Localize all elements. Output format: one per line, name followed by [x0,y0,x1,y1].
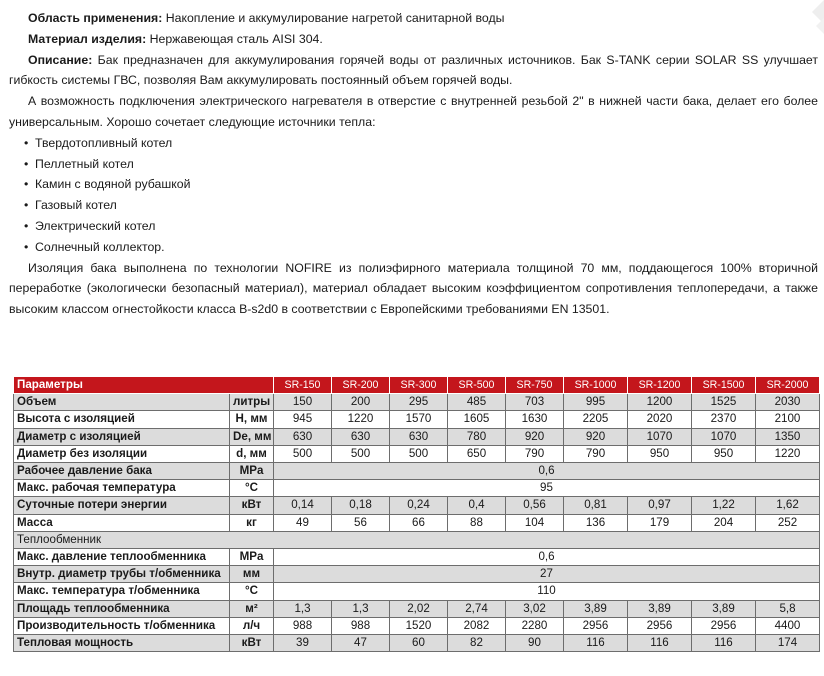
parameter-name: Макс. рабочая температура [14,480,230,497]
table-row [14,394,820,411]
value-cell: 500 [390,445,448,462]
parameter-unit: л/ч [230,617,274,634]
table-row [14,463,820,480]
parameter-unit: кВт [230,635,274,652]
heater-line-2: универсальным. Хорошо сочетает следующие источники тепла: [9,114,376,129]
bullet-icon: • [24,198,29,213]
merged-value-cell: 110 [274,583,820,600]
value-cell: 650 [448,445,506,462]
merged-value-cell: 95 [274,480,820,497]
parameter-name: Объем [14,394,230,411]
parameter-unit: литры [230,394,274,411]
value-cell: 56 [332,514,390,531]
value-cell: 1,3 [332,600,390,617]
value-cell: 49 [274,514,332,531]
header-model: SR-500 [448,377,506,394]
header-model: SR-2000 [756,377,820,394]
table-section-row [14,531,820,548]
header-model: SR-300 [390,377,448,394]
value-cell: 500 [332,445,390,462]
value-cell: 920 [564,428,628,445]
parameter-name: Суточные потери энергии [14,497,230,514]
value-cell: 2370 [692,411,756,428]
value-cell: 4400 [756,617,820,634]
parameter-name: Масса [14,514,230,531]
list-item [24,195,818,216]
parameter-unit: м² [230,600,274,617]
parameter-name: Высота с изоляцией [14,411,230,428]
header-model: SR-1500 [692,377,756,394]
value-cell: 1,62 [756,497,820,514]
value-cell: 2,02 [390,600,448,617]
value-cell: 200 [332,394,390,411]
value-cell: 995 [564,394,628,411]
material-paragraph [9,29,818,50]
parameter-name: Диаметр с изоляцией [14,428,230,445]
value-cell: 2,74 [448,600,506,617]
list-item [24,154,818,175]
heat-source-label: Твердотопливный котел [35,135,173,150]
table-row [14,411,820,428]
parameter-unit: кг [230,514,274,531]
value-cell: 630 [390,428,448,445]
value-cell: 485 [448,394,506,411]
value-cell: 0,14 [274,497,332,514]
parameter-unit: MPa [230,549,274,566]
insulation-line-3: высоким классом огнестойкости класса B-s2d0 в соответствии с Европейскими требованиями EN 13501. [9,302,610,317]
value-cell: 116 [692,635,756,652]
list-item [24,174,818,195]
table-row [14,617,820,634]
bullet-icon: • [24,135,29,150]
table-row [14,497,820,514]
table-row [14,514,820,531]
material-label: Материал изделия: [28,31,147,46]
parameter-unit: °C [230,583,274,600]
description-line-2: гибкость системы ГВС, позволяя Вам аккумулировать постоянный объем горячей воды. [9,73,513,88]
description-label: Описание: [28,52,93,67]
value-cell: 136 [564,514,628,531]
header-model: SR-200 [332,377,390,394]
value-cell: 950 [628,445,692,462]
value-cell: 1070 [692,428,756,445]
table-row [14,428,820,445]
value-cell: 252 [756,514,820,531]
list-item [24,216,818,237]
value-cell: 2100 [756,411,820,428]
value-cell: 500 [274,445,332,462]
value-cell: 1,22 [692,497,756,514]
material-text: Нержавеющая сталь AISI 304. [146,31,323,46]
heat-source-label: Солнечный коллектор. [35,239,165,254]
value-cell: 1525 [692,394,756,411]
merged-value-cell: 0,6 [274,549,820,566]
value-cell: 179 [628,514,692,531]
parameter-name: Тепловая мощность [14,635,230,652]
insulation-line-1: Изоляция бака выполнена по технологии NOFIRE из полиэфирного материала толщиной 70 мм, поддающегося 100% вторичной [28,260,818,275]
table-body [14,377,820,652]
value-cell: 950 [692,445,756,462]
application-label: Область применения: [28,11,163,25]
value-cell: 703 [506,394,564,411]
value-cell: 1220 [756,445,820,462]
value-cell: 0,97 [628,497,692,514]
header-model: SR-1000 [564,377,628,394]
table-row [14,445,820,462]
parameter-unit: °C [230,480,274,497]
value-cell: 174 [756,635,820,652]
parameter-name: Производительность т/обменника [14,617,230,634]
heat-source-label: Газовый котел [35,198,117,213]
value-cell: 790 [564,445,628,462]
value-cell: 0,24 [390,497,448,514]
value-cell: 630 [332,428,390,445]
value-cell: 1220 [332,411,390,428]
value-cell: 1,3 [274,600,332,617]
value-cell: 150 [274,394,332,411]
insulation-line-2: переработке (экологически безопасный материал), материал обладает высоким коэффициентом сопротивления теплопередачи, а также [9,281,818,296]
parameter-unit: De, мм [230,428,274,445]
value-cell: 90 [506,635,564,652]
description-block [9,8,818,320]
value-cell: 1350 [756,428,820,445]
heat-source-label: Пеллетный котел [35,156,134,171]
value-cell: 295 [390,394,448,411]
table-row [14,600,820,617]
heat-source-label: Камин с водяной рубашкой [35,177,191,192]
table-row [14,566,820,583]
description-line-1 [9,50,818,71]
list-item [24,133,818,154]
value-cell: 1605 [448,411,506,428]
value-cell: 1200 [628,394,692,411]
parameter-name: Внутр. диаметр трубы т/обменника [14,566,230,583]
value-cell: 1070 [628,428,692,445]
value-cell: 1630 [506,411,564,428]
specifications-table [13,376,820,652]
value-cell: 39 [274,635,332,652]
value-cell: 2280 [506,617,564,634]
value-cell: 790 [506,445,564,462]
value-cell: 204 [692,514,756,531]
value-cell: 82 [448,635,506,652]
value-cell: 920 [506,428,564,445]
table-row [14,583,820,600]
table-row [14,480,820,497]
parameter-unit: MPa [230,463,274,480]
parameter-name: Макс. температура т/обменника [14,583,230,600]
header-model: SR-150 [274,377,332,394]
value-cell: 3,89 [692,600,756,617]
value-cell: 47 [332,635,390,652]
parameter-name: Площадь теплообменника [14,600,230,617]
value-cell: 0,81 [564,497,628,514]
value-cell: 3,89 [564,600,628,617]
value-cell: 66 [390,514,448,531]
bullet-icon: • [24,218,29,233]
value-cell: 1520 [390,617,448,634]
parameter-name: Макс. давление теплообменника [14,549,230,566]
value-cell: 630 [274,428,332,445]
value-cell: 5,8 [756,600,820,617]
header-model: SR-750 [506,377,564,394]
parameter-name: Рабочее давление бака [14,463,230,480]
table-row [14,635,820,652]
merged-value-cell: 0,6 [274,463,820,480]
value-cell: 1570 [390,411,448,428]
value-cell: 0,4 [448,497,506,514]
value-cell: 988 [274,617,332,634]
value-cell: 2205 [564,411,628,428]
application-paragraph [9,8,818,29]
value-cell: 2082 [448,617,506,634]
value-cell: 60 [390,635,448,652]
bullet-icon: • [24,177,29,192]
table-header-row [14,377,820,394]
heat-sources-list [9,133,818,258]
value-cell: 3,02 [506,600,564,617]
value-cell: 116 [564,635,628,652]
description-text: Бак предназначен для аккумулирования горячей воды от различных источников. Бак S-TANK серии SOLAR SS улучшает [92,52,818,67]
value-cell: 88 [448,514,506,531]
value-cell: 0,18 [332,497,390,514]
parameter-unit: кВт [230,497,274,514]
value-cell: 988 [332,617,390,634]
list-item [24,237,818,258]
heater-line-1: А возможность подключения электрического нагревателя в отверстие с внутренней резьбой 2" в нижней части бака, делает его более [28,94,818,109]
value-cell: 104 [506,514,564,531]
value-cell: 116 [628,635,692,652]
header-parameters: Параметры [14,377,274,394]
bullet-icon: • [24,239,29,254]
section-title: Теплообменник [14,531,820,548]
value-cell: 2956 [692,617,756,634]
value-cell: 2030 [756,394,820,411]
value-cell: 2956 [628,617,692,634]
value-cell: 2020 [628,411,692,428]
parameter-unit: мм [230,566,274,583]
table-row [14,549,820,566]
value-cell: 2956 [564,617,628,634]
bullet-icon: • [24,156,29,171]
application-text: Накопление и аккумулирование нагретой санитарной воды [162,11,505,25]
header-model: SR-1200 [628,377,692,394]
merged-value-cell: 27 [274,566,820,583]
parameter-unit: d, мм [230,445,274,462]
value-cell: 3,89 [628,600,692,617]
parameter-unit: Н, мм [230,411,274,428]
value-cell: 945 [274,411,332,428]
heat-source-label: Электрический котел [35,218,156,233]
value-cell: 780 [448,428,506,445]
parameter-name: Диаметр без изоляции [14,445,230,462]
value-cell: 0,56 [506,497,564,514]
